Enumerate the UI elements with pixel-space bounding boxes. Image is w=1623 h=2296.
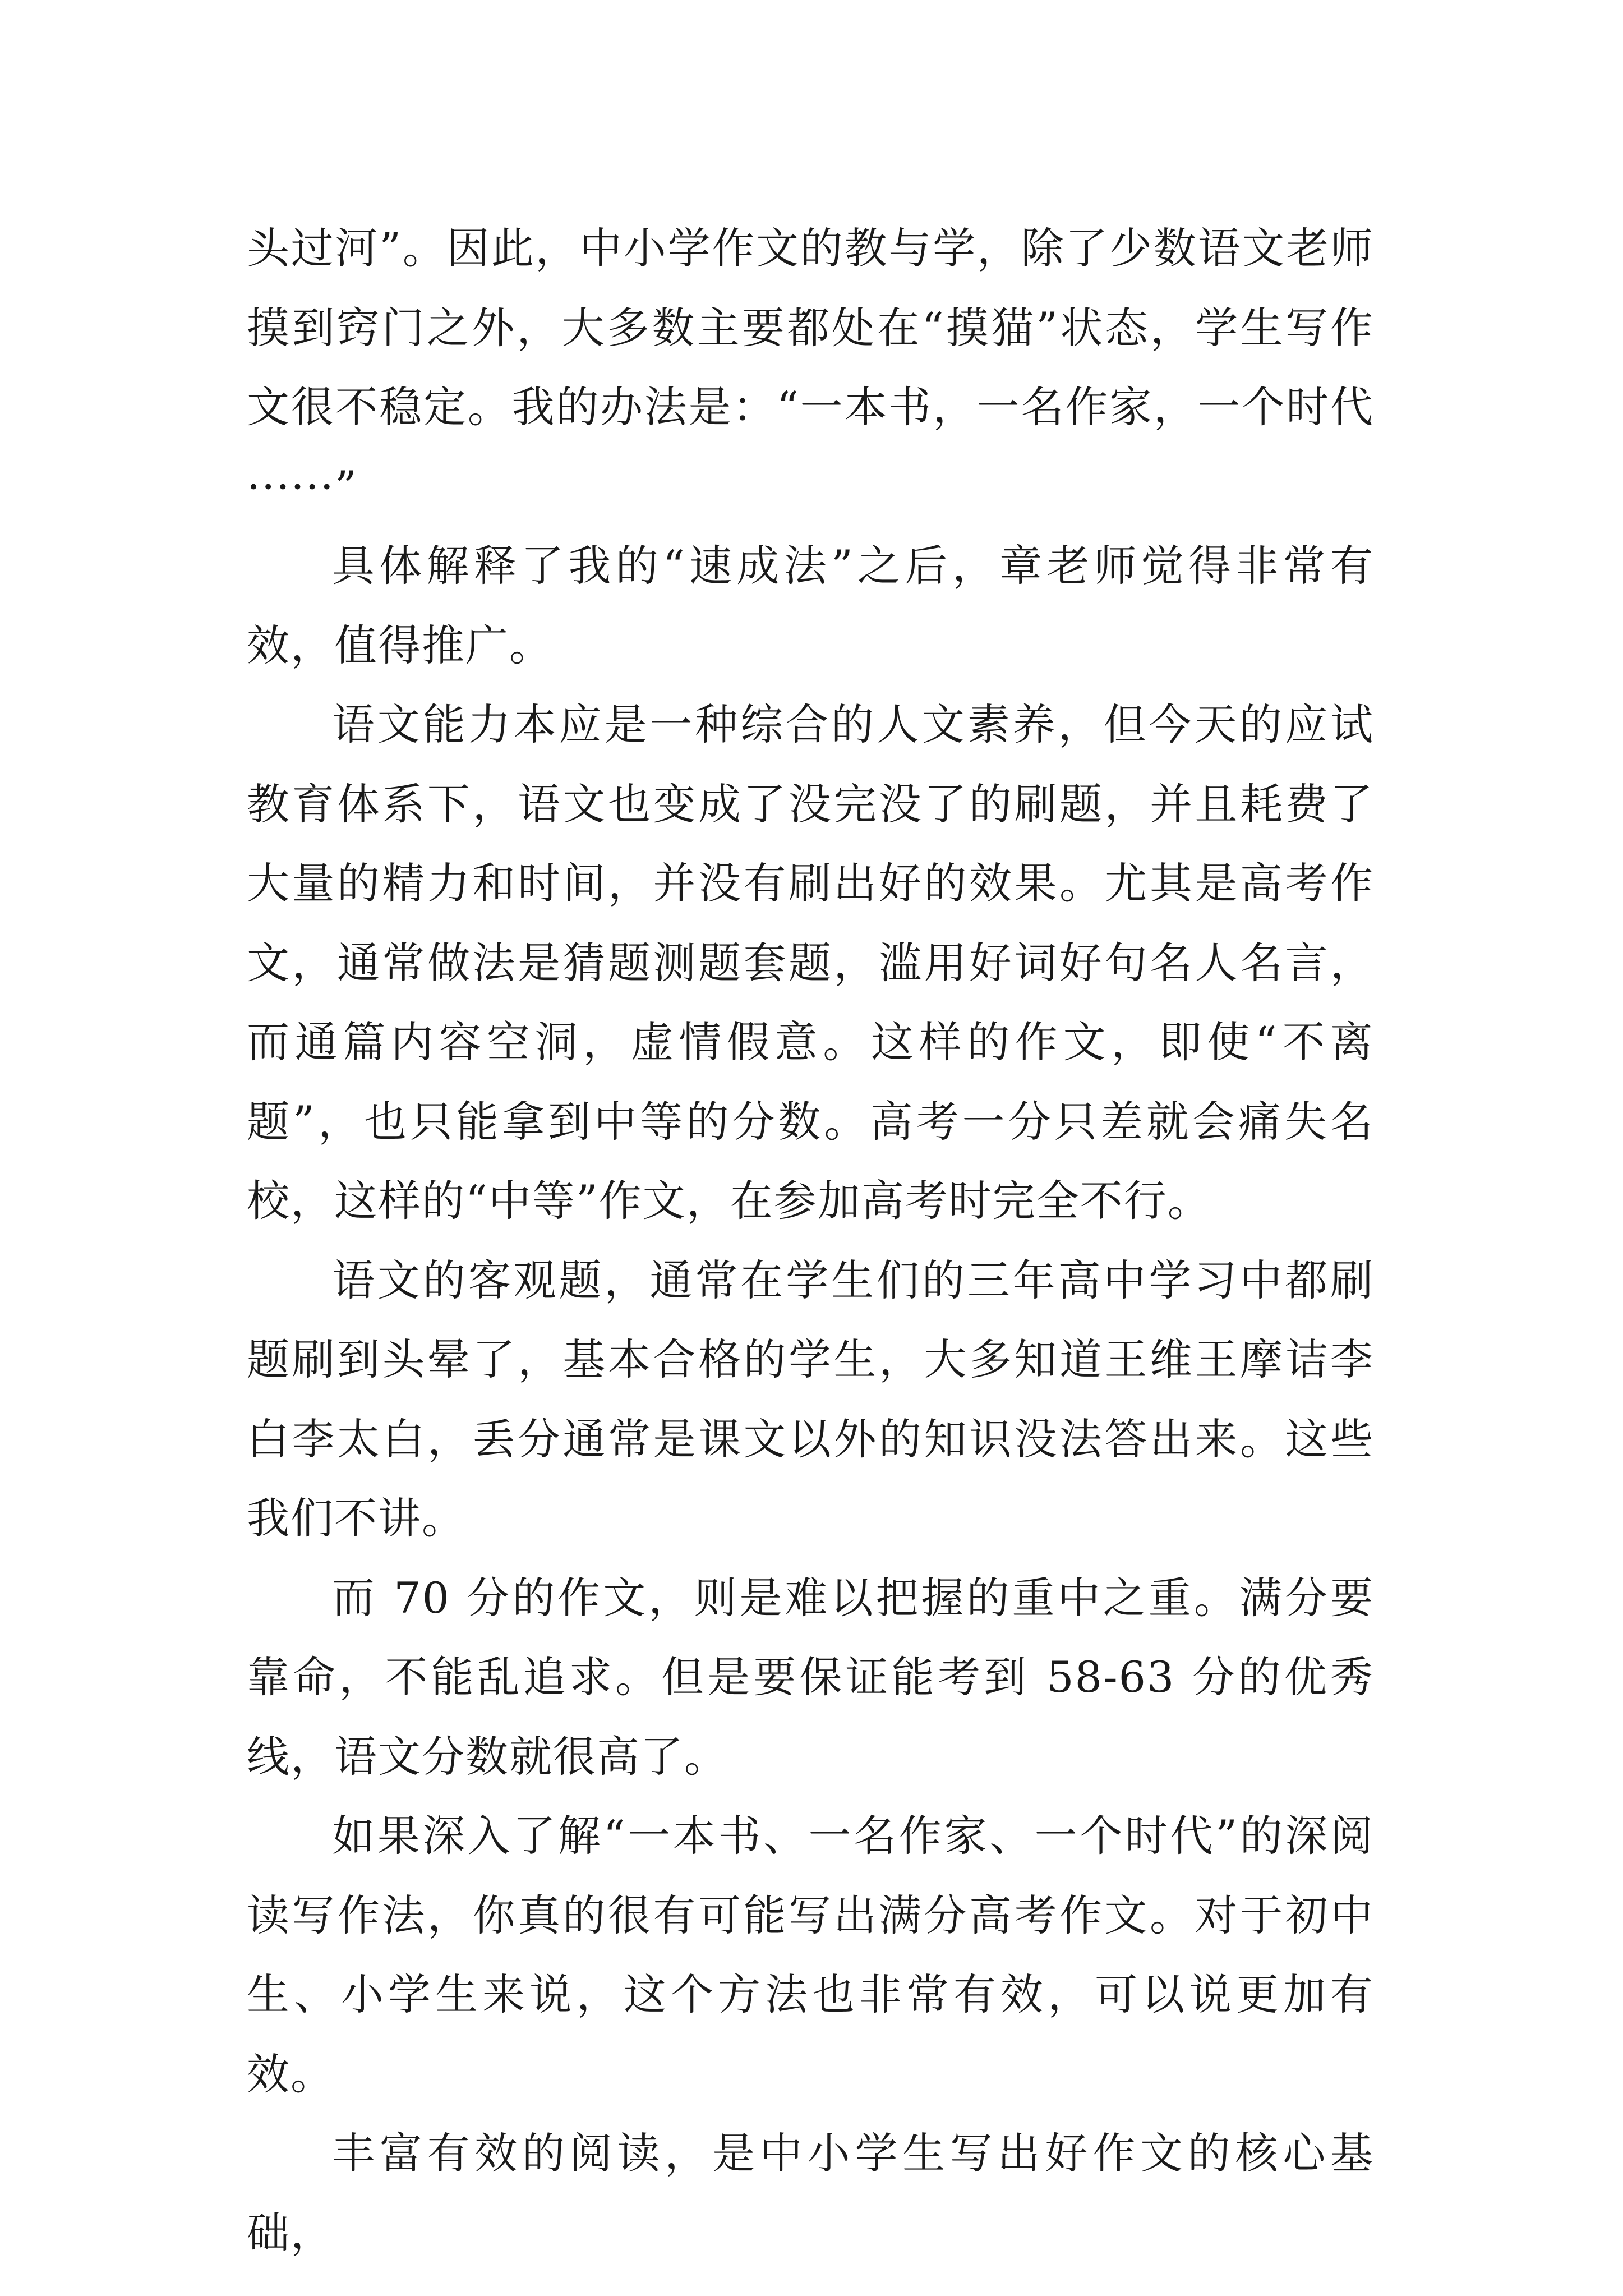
paragraph-essay-score: 而 70 分的作文，则是难以把握的重中之重。满分要靠命，不能乱追求。但是要保证能考到 58-63 分的优秀线，语文分数就很高了。 [247, 1572, 1374, 1782]
paragraph-continuation: 头过河”。因此，中小学作文的教与学，除了少数语文老师摸到窍门之外，大多数主要都处在“摸猫”状态，学生写作文很不稳定。我的办法是：“一本书，一名作家，一个时代······” [247, 223, 1374, 512]
paragraph-deep-reading: 如果深入了解“一本书、一名作家、一个时代”的深阅读写作法，你真的很有可能写出满分高考作文。对于初中生、小学生来说，这个方法也非常有效，可以说更加有效。 [247, 1811, 1374, 2099]
paragraph-rich-reading: 丰富有效的阅读，是中小学生写出好作文的核心基础， [247, 2128, 1374, 2258]
paragraph-chinese-ability: 语文能力本应是一种综合的人文素养，但今天的应试教育体系下，语文也变成了没完没了的刷题，并且耗费了大量的精力和时间，并没有刷出好的效果。尤其是高考作文，通常做法是猜题测题套题，滥用好词好句名人名言，而通篇内容空洞，虚情假意。这样的作文，即使“不离题”，也只能拿到中等的分数。高考一分只差就会痛失名校，这样的“中等”作文，在参加高考时完全不行。 [247, 700, 1374, 1226]
paragraph-speed-method: 具体解释了我的“速成法”之后，章老师觉得非常有效，值得推广。 [247, 541, 1374, 670]
paragraph-objective-questions: 语文的客观题，通常在学生们的三年高中学习中都刷题刷到头晕了，基本合格的学生，大多知道王维王摩诘李白李太白，丢分通常是课文以外的知识没法答出来。这些我们不讲。 [247, 1255, 1374, 1543]
body-text [247, 209, 1374, 2272]
